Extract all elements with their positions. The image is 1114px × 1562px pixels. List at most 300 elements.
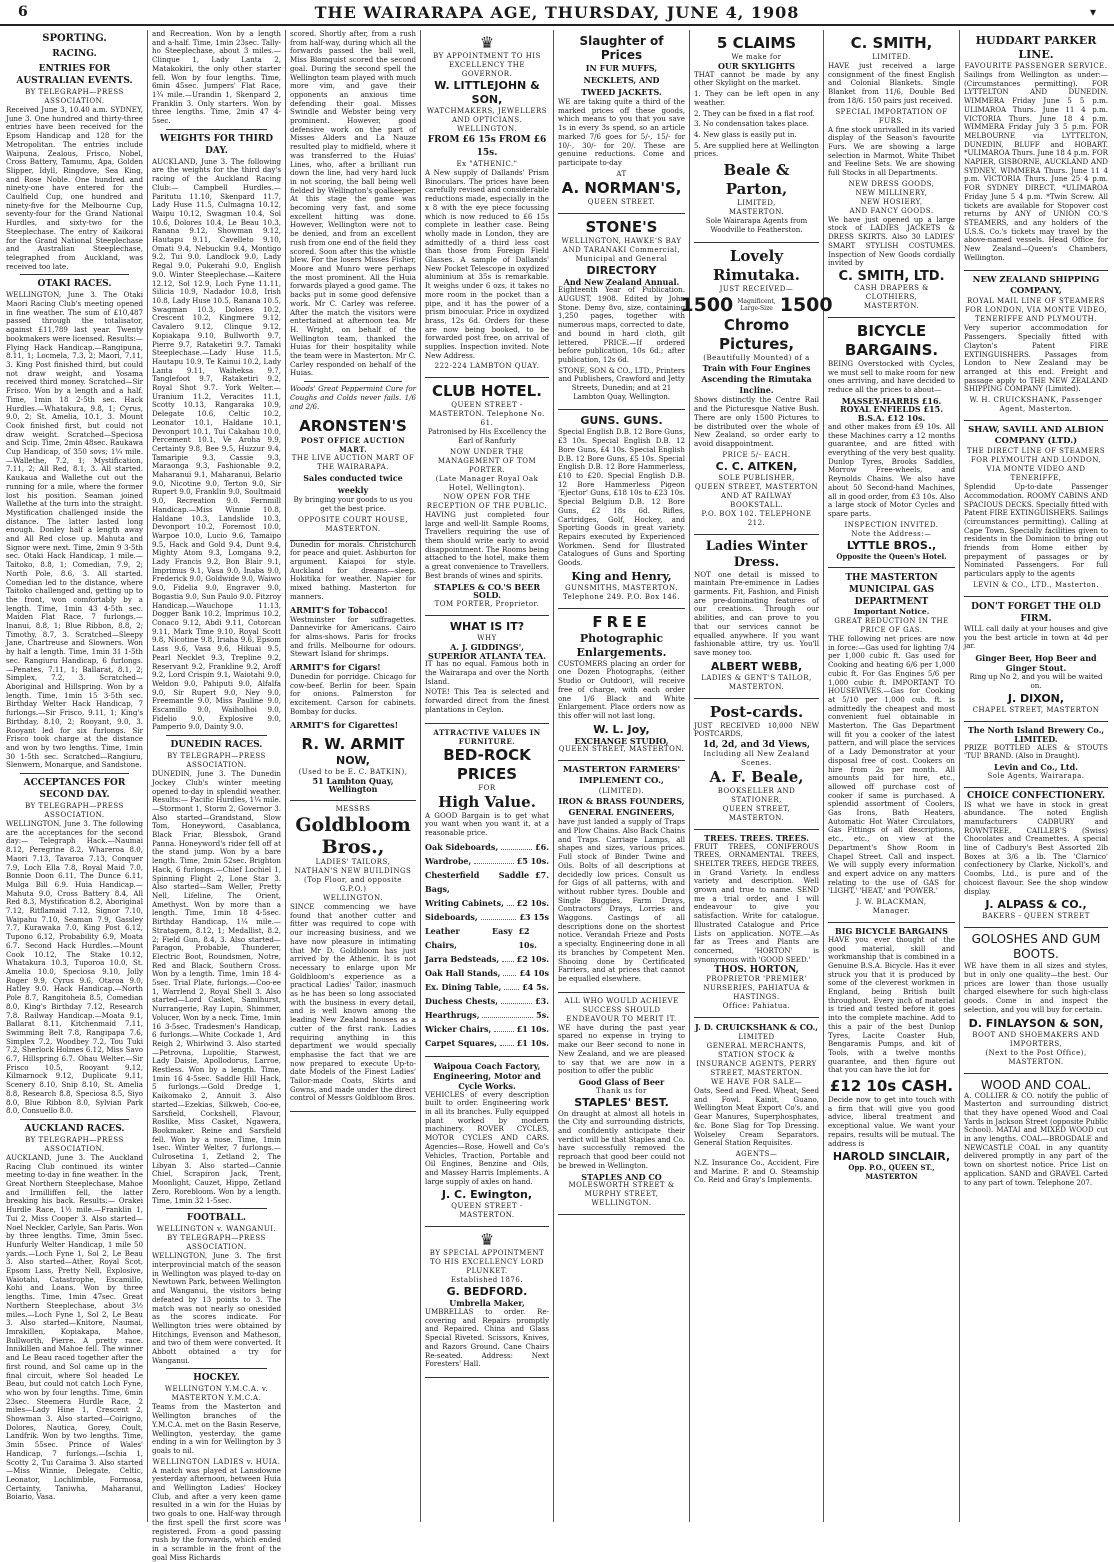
- list-item: NEW HOSIERY,: [860, 197, 923, 206]
- sub-heading: WELLINGTON LADIES v. HUIA.: [152, 1457, 281, 1466]
- ad-title: WHAT IS IT?: [449, 619, 525, 633]
- ad-subtitle: LADIES & GENT'S TAILOR,: [701, 673, 812, 682]
- ad-subtitle: 1d, 2d, and 3d Views,: [702, 740, 811, 751]
- byline: BY TELEGRAPH—PRESS ASSOCIATION.: [25, 802, 124, 820]
- ad-text: Note the Address:—: [851, 529, 932, 538]
- ad-title: ALL WHO WOULD ACHIEVE SUCCESS SHOULD ENDEAVOUR TO MERIT IT.: [564, 996, 679, 1023]
- ad-text: VEHICLES of every description built to order. Engineering work in all its branches. Fully equipped plant worked by modern machinery. ROVER CYCLES, MOTOR CYCLES AND CARS. Agencies—Rose, Howell and Co's Vehicles, Traction, Portable and Oil Engines, Benzine and Oils, and Massey Harris Implements. A large supply of axles on hand.: [425, 1089, 549, 1186]
- divider: [166, 735, 267, 736]
- ad-title: HUDDART PARKER LINE.: [975, 34, 1097, 61]
- bedford-ad: [425, 1227, 549, 1378]
- ad-subtitle: OUR SKYLIGHTS: [717, 61, 796, 71]
- ad-text: NOW UNDER THE MANAGEMENT OF TOM PORTER.: [437, 447, 537, 474]
- ad-title: Goldbloom Bros.,: [295, 814, 411, 858]
- article-heading: ENTRIES FOR AUSTRALIAN EVENTS.: [16, 64, 133, 86]
- ad-name: C. SMITH, LTD.: [838, 268, 945, 284]
- article-text: scored. Shortly after, from a rush from half-way, during which all the forwards passed the ball well, Miss Blomquist scored the second goal. During the second spell the Wellington team played with much more vim, and gave their opponents an anxious time defending their goal. Misses Swindle and Webster being very prominent. However, good defensive work on the part of Misses Alders and La Nauze resulted play to midfield, where it was transferred to the Huias' Lines, who, after a brilliant run down the line, had very hard luck in not scoring, the ball being well fielded by Wellington's goalkeeper. At this stage the game was becoming very fast, and some excellent hitting was done. However, Wellington were not to be denied, and from an excellent rush from one end of the field they scored. Soon after this the whistle blew. For the losers Misses Fisher, Moore and Munro were perhaps the most prominent. All the Huia forwards played a good game. The backs put in some good defensive work. Mr C. Carley was referee. After the match the visitors were entertained at afternoon tea. Mr H. Wright, on behalf of the Wellington team, thanked the Huias for their hospitality while the team were in Masterton. Mr C. Carley responded on behalf of the Huias.: [290, 29, 416, 378]
- list-item: 5. Are supplied here at Wellington prices.: [694, 140, 819, 159]
- finlayson-ad: [964, 928, 1108, 1073]
- ad-subtitle: NECKLETS, AND: [583, 75, 660, 85]
- ad-text: WE have them in all sizes and styles, but in only one quality—the best. Our prices are lower than those usually charged elsewhere for such high-class goods. Come in and inspect the selection, and you will buy for certain.: [964, 961, 1108, 1014]
- ad-text: IT has no equal. Famous both in the Wairarapa and over the North Island.: [425, 659, 549, 686]
- article-heading: WEIGHTS FOR THIRD DAY.: [159, 133, 274, 156]
- price-line: B.S.A. £12 10s.: [857, 413, 926, 424]
- ad-subtitle: POST OFFICE AUCTION MART.: [300, 436, 406, 455]
- ad-name: Levin and Co., Ltd.: [994, 762, 1078, 773]
- ad-subtitle: SUPERIOR ATLANTA TEA.: [427, 650, 547, 661]
- ad-text: WE HAVE FOR SALE—: [711, 1078, 802, 1087]
- ad-subtitle: Train with Four Engines Ascending the Rimutaka Incline.: [701, 363, 812, 396]
- ad-address: Opposite the Queen's Hotel.: [836, 551, 947, 561]
- ad-city: WELLINGTON.: [323, 894, 383, 902]
- ad-address: 222-224 LAMBTON QUAY.: [434, 362, 540, 371]
- price-row: Oak Hall Stands, £4 10s: [425, 967, 549, 978]
- ad-text: STONE, SON & CO., LTD., Printers and Publishers, Crawford and Jetty Streets, Dunedin; and at 21 Lambton Quay, Wellington.: [558, 365, 685, 401]
- armit-line: ARMIT'S for Cigarettes!: [290, 719, 399, 730]
- article-text: Received June 3, 10.40 a.m. SYDNEY, June 3. One hundred and thirty-three entries have been received for the Epsom Handicap and 128 for the Metropolitan. The entries include Waipuna, Zealous, Frisco, Nobel, Cross Battery, Tamumu, Apa, Golden Slipper, Idyll, Ringdove, Sea King, and Rose Noble. One hundred and ninety-one have entered for the Caulfield Cup, one hundred and ninety-five for the Melbourne Cup, seventy-four for the Grand National Hurdles, and sixty-two for the Steeplechase. The entry of Kaikorai for the Grand National Steeplechase and Australian Steeplechase, telegraphed from Auckland, was received too late.: [6, 105, 143, 271]
- ad-text: By bringing your goods to us you get the best price.: [293, 495, 413, 513]
- nz-shipping-ad: [964, 271, 1108, 421]
- ad-title: The North Island Brewery Co., LIMITED.: [967, 725, 1105, 745]
- stones-directory-ad: [558, 214, 685, 411]
- ad-address: QUEEN STREET - MASTERTON.: [451, 1202, 523, 1220]
- ad-city: WELLINGTON.: [457, 125, 517, 133]
- ad-text: (LIMITED).: [598, 787, 645, 796]
- ad-address: 51 Lambton Quay, Wellington: [312, 775, 394, 795]
- ad-title: BICYCLE BARGAINS.: [844, 321, 939, 359]
- ad-text: CUSTOMERS placing an order for one Dozen Photographs, (either Studio or Outdoor), will receive free of charge, with each order one 1/6 Black and White Enlargement. Place orders now as this offer will not last long.: [558, 658, 685, 720]
- ad-name: J. ALPASS & CO.,: [985, 898, 1087, 912]
- ad-subtitle: FAVOURITE PASSENGER SERVICE.: [964, 62, 1108, 70]
- ad-text: WE have during the past year spared no expense in trying to make our Beer second to none in New Zealand, and we are pleased to say that we are now in a position to offer the public: [558, 1022, 685, 1076]
- article-text: DUNEDIN, June 3. The Dunedin Jockey Club's winter meeting opened to-day in splendid weather. Results:— Pacific Hurdles, 1¼ mile.—Stormont 1, Storm 2, Governor 3. Also started—Grandstand, Slow Tom, Honeyword, Casablanca, Black Friar, Blessbok, Grand Panna. Honeyword's rider fell off at the stand jump. Won by a bare length. Time, 2min 52sec. Brighton Hack, 6 furlongs.—Chief Lochiel 1, Spinning Flight 2, Lone Star 3. Also started—Sam Weller, Pretty Nell, Lifeline, The Orient, Amethyst. Won by more than a length. Time, 1min 18 4-5sec. Birthday Handicap, 1¼ mile.—Stratagem, 8.12, 1; Medallist, 8.2, 2; Field Gun, 8.4, 3. Also started—Paragon, Probable, Thunderer, Electric Boot, Roundsmen, Notre, Red and Black, Southern Cross. Won by a length. Time, 1min 18 4-5sec. Trial Plate, furlongs.—Coo-ee 1, Warrlend 2, Royal Shell 3. Also started—Lord Casket, Samlhurst, Nurrangerie, Ray Lupin, Shimmer, Volucer, Won by a neck. Time, 1min 16 3-5sec. Tradesmen's Handicap, 6 furlongs.—White Cockade 1, Ard Reigh 2, Whirlwind 3. Also started—Petrovna, Lupolitie, Starwest, Lady Daisie, Apollodorus, Larroe, Restless. Won by a length. Time, 1min 16 4-5sec. Saddle Hill Hack, 5 furlongs.—Gold Dredge 1, Kaikomako 2, Annuit 3. Also started—Ezekias, Silkweb, Coo-ee, Sarsfield, Cockshell, Flavour, Roslike, Miss Casket, Ngawera, Bookmaker. Reine and Sarsfield fell. Won by a nose. Time, 1min 1sec. Winter Welter, 7 furlongs.—Culrosetina 1, Zetland 2, The Libyan 3. Also started—Cannie Chiel, Scrapiron Jack, Trent, Moonlight, Cauzet, Hippo, Zetland Zero, Rorebloom. Won by a length. Time, 1min 32 1-5sec.: [152, 769, 281, 1205]
- brief-note: Dunedin for morals. Christchurch for peace and quiet. Ashburton for argument. Kaiapoi for style. Auckland for dreams—sleep. Hokitika for weather. Napier for mixed bathing. Masterton for manners.: [290, 539, 416, 601]
- ad-name: J. C. Ewington,: [441, 1188, 533, 1202]
- ad-text: Ring up No 2, and you will be waited on.: [969, 671, 1103, 690]
- masthead: [0, 0, 1114, 26]
- lyttle-bros-ad: [828, 318, 955, 568]
- article-text: Teams from the Masterton and Wellington branches of the Y.M.C.A. met on the Basin Reserve, Wellington, yesterday, the game ending in a win for Wellington by 3 goals to nil.: [152, 1402, 281, 1455]
- ad-subtitle: GENERAL MERCHANTS, STATION STOCK & INSURANCE AGENTS, PERRY STREET, MASTERTON.: [696, 1042, 817, 1078]
- club-hotel-ad: [425, 378, 549, 615]
- ad-city: MASTERTON.: [863, 301, 920, 310]
- ad-text: Very superior accommodation for Passengers. Specially fitted with Clayton's Patent FIRE EXTINGUISHERS. Passages from London to New Zealand may be arranged at this end. Freight and passage apply to THE NEW ZEALAND SHIPPING COMPANY (Limited).: [964, 323, 1108, 394]
- ad-headline: DIRECTORY: [586, 263, 657, 277]
- price-row: Jarra Bedsteads, £2 10s.: [425, 953, 549, 964]
- ad-text: WILL call daily at your houses and give you the best article in town at 4d per jar.: [964, 623, 1108, 651]
- armit-line: ARMIT'S for Tobacco!: [290, 604, 388, 615]
- section-heading: SPORTING.: [42, 33, 107, 44]
- sub-heading: RACING.: [52, 49, 97, 59]
- sub-heading: WELLINGTON v. WANGANUI.: [156, 1225, 277, 1234]
- brief-note: Dunedin for porridge. Chicago for cow-beef. Berlin for beer. Spain for onions. Palmerston for excitement. Carson for cabinets. Bombay for ducks.: [290, 672, 416, 716]
- huddart-parker-ad: [964, 30, 1108, 271]
- ad-name: W. L. Joy,: [593, 722, 650, 736]
- ad-address: QUEEN STREET, MASTERTON.: [722, 804, 791, 822]
- ad-price: PRICE 5/- EACH.: [722, 450, 791, 459]
- ad-text: UMBRELLAS to order. Re-covering and Repairs promptly and Repaired. China and Glass Special Riveted. Scissors, Knives, and Razors Ground. Cane Chairs Re-seated. Address: Next Foresters' Hall.: [425, 1307, 549, 1369]
- ad-title: DON'T FORGET THE OLD FIRM.: [971, 601, 1101, 624]
- ad-text: LIMITED,: [737, 199, 776, 208]
- ad-subtitle: WATCHMAKERS, JEWELLERS AND OPTICIANS.: [426, 107, 548, 124]
- ad-title: WOOD AND COAL.: [980, 1077, 1092, 1092]
- ad-subtitle: EXCHANGE STUDIO,: [574, 735, 669, 746]
- ad-title: Post-cards.: [709, 702, 804, 721]
- ad-subtitle: Sole Agents, Wairarapa.: [987, 771, 1085, 780]
- price-row: Ex. Dining Table, £4 5s.: [425, 981, 549, 992]
- ad-text: IS what we have in stock in great abundance. The noted English manufacturers CADBURY and ROWNTREE, CAILLER'S (Swiss) Chocolates and Creamettes. A special line of Cadbury's Best Assorted 2lb Boxes at 3/6 a lb. The 'Clarnico' confectionery by Clarke, Nickoll's, and Coombs, Ltd., is pure and of the choicest flavour. See the shop window display.: [964, 799, 1108, 896]
- ad-text: Decide now to get into touch with a firm that will give you good advice, liberal treatment and exceptional value. We want your repairs, results will be mutual. The address is: [828, 1095, 955, 1148]
- ad-title: ARONSTEN'S: [299, 417, 407, 436]
- ad-address: NATHAN'S NEW BUILDINGS (Top Floor, and opposite G.P.O.): [294, 867, 412, 893]
- guns-ad: [558, 410, 685, 608]
- ad-name: A. J. GIDDINGS',: [450, 641, 524, 652]
- ad-title: Waipoua Coach Factory, Engineering, Motor and Cycle Works.: [433, 1060, 541, 1091]
- ad-signature: J. W. BLACKMAN,: [856, 898, 927, 907]
- ad-title: Ladies Winter Dress.: [705, 538, 808, 570]
- ad-subtitle: BOOKSELLER AND STATIONER,: [717, 786, 796, 804]
- article-heading: AUCKLAND RACES.: [24, 1123, 125, 1134]
- ad-subtitle: GREAT REDUCTION IN THE PRICE OF GAS.: [834, 617, 949, 635]
- beale-parton-ad: [694, 30, 819, 243]
- ad-text: LIMITED: [738, 1033, 775, 1042]
- ad-title: THE MASTERTON MUNICIPAL GAS DEPARTMENT: [845, 573, 938, 608]
- ad-title: R. W. ARMIT: [301, 734, 405, 753]
- ad-title: SHAW, SAVILL AND ALBION COMPANY (LTD.): [968, 425, 1104, 447]
- ad-text: Ex "ATHENIC.": [456, 160, 518, 168]
- byline: BY TELEGRAPH—PRESS ASSOCIATION.: [167, 1234, 266, 1252]
- ad-text: A. COLLIER & CO. notify the public of Masterton and surrounding district that they have opened Wood and Coal Yards in Jackson Street (opposite Public School). MATAI and MIXED WOOD cut in any lengths. COAL—BROGDALE and NEWCASTLE COAL in any quantity delivered promptly in any part of the town on shortest notice. Price List on application. SAND and GRAVEL Carted to any part of town. Telephone 207.: [964, 1090, 1108, 1187]
- wood-coal-ad: [964, 1074, 1108, 1196]
- dixon-ad: [964, 597, 1108, 723]
- price-row: Leather Easy Chairs, £2 10s.: [425, 925, 537, 950]
- ad-subtitle: SPECIAL IMPORTATION OF FURS.: [835, 107, 948, 125]
- article-text: AUCKLAND, June 3. The following are the weights for the third day's racing of the Auckland Racing Club:— Campbell Hurdles.—Paritutu 11.10, Skenpard 11.7, Lady Huse 11.5, Culmagna 10.12, Waipu 10.12, Swagman 10.4, Sol 10.6, Dolores 10.4, Le Beau 10.3, Ranana 9.12, Showman 9.12, Hautapu 9.11, Cavelleto 9.10, Omati 9.4, Nebuckin 9.4, Montigo 9.2, Tui 9.0, Landlock 9.0, Lady Regal 9.0, Pukerahi 9.0, English 9.0. Winter Steeplechase.—Kaitere 12.12, Sol 12.9, Loch Fyne 11.11, Silicia 10.9, Nadador 10.8, Irish 10.8, Lady Huse 10.5, Ranana 10.5, Swagman 10.3, Dolores 10.2, Crescent 10.2, Kingmere 9.12, Cavalero 9.12, Clinque 9.12, Kopiakapa 9.10, Bullworth 9.7, Pierre 9.7, Rataketiri 9.7. Tamaki Steeplechase.—Lady Huse 11.5, Hautapu 10.9, Te Kainui 10.2, Lady Lanta 9.11, Waiheksa 9.7, Tanglefoot 9.7, Rataketiri 9.2, Royal Shot 9.7. York Welter.—Uranium 11.2, Veracites 11.1, Scotty 10.13, Rangaraka 10.9, Delegate 10.6, Celtic 10.2, Leonator 10.1, Haldane 10.1, Devonport 10.1, Tui Cakahau 10.0, Percement 10.1, Ve Aroha 9.9, Certainty 9.8, Bee 9.5, Huzzur 9.4, Tamaripie 9.3, Cassie 9.3, Maraonga 9.3, Fashionable 9.2, Maharanui 9.1, Maharanui, Belario 9.0, Nicotine 9.0, Terton 9.0, Sir Rupert 9.0, Franklin 9.0, Soultmaid 9.0, Recreation 9.0. Fernmill Handicap.—Miss Winnie 10.8, Haldane 10.3, Landslide 10.3, Devonport 10.2, Foremost 10.0, Warpoe 10.0, Lucio 9.6, Tamaipo 9.5, Hack and Gold 9.4, Dunt 9.4, Mighty Atom 9.3, Lomgana 9.2, Lady Francis 9.2, Bon Blair 9.1, Imprimus 9.1, Vasa 9.0, Inaba 9.0, Frederick 9.0, Goldwide 9.0, Waiwo 9.0, Fidelia 9.0, Engraver 9.0, Bogastia 9.0, Sun Paulo 9.0. Fitzroy Handicap.—Wauchope 11.13, Dogger Bank 10.2, Imprimus 10.2, Conaco 9.12, Abdi 9.11, Cotorcan 9.11, Mark Time 9.10, Royal Scott 9.8, Nicotine 9.8, Iriaha 9.6, Epsom Lass 9.6, Vasa 9.6, Hikuai 9.5, Pearl Necklet 9.3, Trepline 9.2, Reservant 9.2, Frankline 9.2, Aroff 9.2, Lord Crispin 9.1, Waiotahi 9.0, Weldon 9.0, Pahiputi 9.0, Alfalfa 9.0, Sir Rupert 9.0, Ney 9.0, Freemantle 9.0, Miss Pauline 9.0, Escamillo 9.0, Waiholhoi 9.0, Fidelio 9.0, Explosive 9.0, Pamperio 9.0, Dainty 9.0.: [152, 156, 281, 732]
- sub-heading: WELLINGTON Y.M.C.A. v. MASTERTON Y.M.C.A.: [164, 1385, 269, 1403]
- ad-city: MASTERTON.: [728, 682, 785, 691]
- ad-text: P.O. BOX 102. TELEPHONE 212.: [701, 509, 812, 527]
- ad-name: A. NORMAN'S,: [561, 178, 682, 197]
- ad-title: Lovely Rimutaka.: [713, 247, 800, 285]
- ad-text: (Late Manager Royal Oak Hotel, Wellington).: [435, 474, 539, 492]
- ad-signature: LEVIN & CO., LTD., Masterton.: [972, 580, 1100, 589]
- ad-text: A GOOD Bargain is to get what you want when you want it, at a reasonable price.: [425, 810, 549, 837]
- column-ads-d: [824, 30, 959, 1522]
- ad-strap: Sales conducted twice weekly: [303, 473, 403, 496]
- ad-signature: TOM PORTER, Proprietor.: [434, 599, 540, 608]
- ad-city: MASTERTON.: [728, 208, 785, 217]
- list-item: 4. New glass is easily put in.: [694, 129, 797, 139]
- column-ads-a: [421, 30, 553, 1522]
- ewington-ad: [425, 1057, 549, 1228]
- ad-name: Beale & Parton,: [723, 161, 790, 199]
- ad-subtitle: Umbrella Maker,: [449, 1298, 525, 1309]
- ad-title: STONE'S: [585, 217, 658, 236]
- ad-text: On draught at almost all hotels in the City and surrounding districts, and confidently anticipate their verdict will be that Staples and Co. have successfully removed the reproach that good beer could not be brewed in Wellington.: [558, 1108, 685, 1170]
- ad-subtitle: TWEED JACKETS.: [581, 87, 662, 97]
- ad-address: QUEEN STREET, MASTERTON.: [558, 745, 685, 754]
- ad-name: A. F. Beale,: [709, 767, 804, 786]
- ad-text: JUST RECEIVED—: [719, 285, 794, 294]
- ad-text: THE following net prices are now in force:—Gas used for lighting 7/4 per 1,000 cubic ft. Gas used for Cooking and heating 6/6 per 1,000 cubic ft. For Gas Engines 5/6 per 1,000 cubic ft. IMPORTANT TO HOUSEWIVES.—Gas for Cooking at 5/10 per 1,000 cub. ft. is admittedly the cheapest and most convenient fuel obtainable in Masterton. The Gas Department will fit you a cooker of the latest pattern, and will place the services of a Lady Demonstrator at your disposal free of cost. Cookers on hire from 2s per month. All amounts paid for hire, etc., allowed off purchase cost of cooker if same is purchased. A splendid assortment of Coolers, Gas Irons, Bath Heaters, Automatic Hot Water Circulators, Gas Fittings of all descriptions, etc., etc., on view at the Department's Show Room in Chapel Street. Call and inspect. We will supply every information and expert advice on any matters relating to the use of GAS for 'LIGHT,' 'HEAT,' and 'POWER.': [828, 634, 955, 896]
- ad-text: THE LIVE AUCTION MART OF THE WAIRARAPA.: [291, 454, 415, 472]
- brief-note: Woods' Great Peppermint Cure for Coughs and Colds never fails. 1/6 and 2/6.: [290, 384, 416, 411]
- ad-address: CHAPEL STREET, MASTERTON: [972, 706, 1100, 715]
- brief-note: Westminster for suffragettes. Dannevirke for Americans. Cairo for alms-shows. Paris for frocks and frills. Melbourne for odours. Stewart Island for shrimps.: [290, 614, 416, 659]
- ad-text: INSPECTION INVITED.: [844, 520, 939, 529]
- ad-subtitle: And New Zealand Annual.: [563, 276, 680, 287]
- ad-address: MOLESWORTH STREET & MURPHY STREET, WELLINGTON.: [568, 1181, 675, 1208]
- list-item: 1. They can be left open in any weather.: [694, 89, 819, 107]
- corner-mark: ▾: [1089, 5, 1096, 19]
- ad-text: HAVE just received a large consignment of the finest English and Colonial Blankets. Single Blanket from 11/6, Double Bed from 18/6. 150 pairs just received.: [828, 61, 955, 105]
- ad-text: NOTE! This Tea is selected and forwarded direct from the finest plantations in Ceylon.: [425, 687, 549, 714]
- ad-title: MASTERTON FARMERS' IMPLEMENT CO.,: [562, 765, 681, 787]
- brewery-ad: [964, 722, 1108, 788]
- ad-title: TREES. TREES. TREES.: [704, 832, 809, 843]
- column-racing: [148, 29, 285, 1562]
- article-heading: ACCEPTANCES FOR SECOND DAY.: [23, 778, 126, 801]
- article-heading: HOCKEY.: [193, 1373, 240, 1384]
- price-row: Wardrobe, £5 10s.: [425, 855, 549, 866]
- divider: [20, 1119, 129, 1120]
- ad-text: BEING Overstocked with Cycles, we must sell to make room for new ones arriving, and have decided to reduce all the prices to about—: [828, 358, 955, 395]
- ad-text: Thank us for: [596, 1086, 647, 1095]
- ad-text: We make for: [731, 53, 782, 61]
- norman-ad: [558, 30, 685, 214]
- joy-photo-ad: [558, 609, 685, 762]
- ad-text: A New supply of Dallands' Prism Binoculars. The prices have been carefully revised and considerable reductions made, especially in the x 8 with the eye piece focussing which is now reduced to £6 15s complete in leather case. Being wholly made in London, they are admittedly of a third less cost than those from Foreign Field Glasses. A sample of Dallands' New Pocket Telescope in oxydized aluminium at 35s is remarkable. It weighs under 6 ozs, it takes no more room in the pocket than a pipe, and it has the power of a prism binocular. Price in oxydized brass, 12s 6d. Orders for these are now being booked, to be forwarded post free, on arrival of supplies. Inspection invited. Note New Address.: [425, 168, 549, 360]
- ad-text: Manager.: [872, 907, 911, 916]
- ad-subtitle: Good Glass of Beer: [578, 1076, 665, 1087]
- ad-address: QUEEN STREET.: [587, 197, 656, 206]
- article-heading: OTAKI RACES.: [37, 279, 112, 290]
- price-line: ROYAL ENFIELDS £15.: [840, 404, 943, 415]
- ad-text: Sailings from Wellington as under:—(Circumstances permitting). FOR LYTTELTON AND DUNEDIN. WIMMERA Friday June 5 5 p.m. ULIMAROA Thurs. June 11 4 p.m. VICTORIA Thurs. June 18 4 p.m. WIMMERA Friday July 3 5 p.m. FOR MELBOURNE via LYTTELTON, DUNEDIN, BLUFF and HOBART. *ULIMAROA Thurs. June 18 4 p.m. FOR NAPIER, GISBORNE, AUCKLAND AND SYDNEY. WIMMERA Thurs. June 11 4 p.m. VICTORIA Thurs. June 25 4 p.m. FOR SYDNEY DIRECT. *ULIMAROA Friday June 5 4 p.m. *Twin Screw. All tickets are available for Stopover cost returns by ANY of UNION CO.'S STEAMERS, and any holders of the U.S.S. Co.'s tickets may travel by the above-named vessels. Head Office for New Zealand—Queen's Chambers, Wellington.: [964, 70, 1108, 262]
- ad-text: FOR: [478, 783, 496, 792]
- ad-subtitle: PROPRIETOR 'PREMIER' NURSERIES, PAHIATUA & HASTINGS.: [703, 975, 810, 1002]
- ad-text: WHY: [477, 633, 497, 642]
- ad-headline: BED-ROCK PRICES: [443, 745, 531, 783]
- ad-text: Established 1876.: [450, 1276, 524, 1285]
- ad-subtitle: CASH DRAPERS & CLOTHIERS,: [854, 283, 929, 301]
- ad-name: C. C. AITKEN,: [715, 459, 798, 473]
- cruickshank-ad: [694, 1018, 819, 1193]
- ad-address: Opp. P.O., QUEEN ST., MASTERTON: [848, 1163, 935, 1181]
- ad-text: THAT cannot be made by any other Skylight on the market.: [694, 69, 819, 88]
- ad-title: BIG BICYCLE BARGAINS: [835, 926, 948, 937]
- ad-title: NEW ZEALAND SHIPPING COMPANY,: [972, 275, 1100, 297]
- royal-crest-icon: ♛: [479, 1230, 495, 1250]
- ad-text: HAVING just completed four large and well-lit Sample Rooms, Travellers requiring the use of them should write early to avoid disappointment. The Rooms being attached to the hotel, make them a great convenience to Travellers. Best brands of wines and spirits.: [425, 509, 549, 580]
- divider: [20, 274, 129, 275]
- article-text: A match was played at Lansdowne yesterday afternoon, between Huia and Wellington Ladies' Hockey Club, and after a very keen game resulted in a win for the Huias by two goals to one. Half-way through the first spell the first score was registered. From a good passing rush by the forwards, which ended in a scramble in the front of the goal Miss Richards: [152, 1465, 281, 1562]
- price-row: Writing Cabinets, £2 10s.: [425, 897, 549, 908]
- quantity-banner: 1500 Magnificent, Large-Size 1500: [680, 294, 833, 317]
- list-item: AND FANCY GOODS.: [849, 206, 934, 215]
- price-row: Hearthrugs, 5s.: [425, 1009, 549, 1020]
- webb-tailor-ad: [694, 535, 819, 699]
- ad-text: WE are taking quite a third of the marked prices off these goods, which means to you that you save 1s in every 3s spend, so an article marked 7/6 goes for 5/-, 15/- for 10/-, 30/- for 20/. These are genuine reductions. Come and participate to-day: [558, 97, 685, 167]
- c-smith-ad: [828, 30, 955, 318]
- ad-address: BAKERS - QUEEN STREET: [982, 912, 1090, 921]
- ad-title: J. D. CRUICKSHANK & CO.,: [694, 1022, 819, 1033]
- ad-price: £12 10s CASH.: [829, 1077, 954, 1096]
- ad-footer: OPPOSITE COURT HOUSE, MASTERTON.: [298, 515, 408, 533]
- ad-name: ALBERT WEBB,: [710, 659, 803, 673]
- ad-text: AT: [616, 169, 627, 178]
- ad-text: FRUIT TREES, CONIFEROUS TREES, ORNAMENTAL TREES, SHELTER TREES, HEDGE TREES, in Grand Variety. In endless variety and description. Well grown and true to name. SEND me a trial order, and I will endeavour to give you satisfaction. Write for catalogue. Illustrated Catalogue and Price Lists on application. NOTE.—As far as Trees and Plants are concerned, 'HORTON' is synonymous with 'GOOD SEED.': [694, 841, 819, 964]
- armit-line: ARMIT'S for Cigars!: [290, 662, 381, 673]
- armit-ad: [290, 731, 416, 801]
- giddings-tea-ad: [425, 616, 549, 724]
- ad-text: N.Z. Insurance Co., Accident, Fire and Marine. P. and O. Steamship Co. Reid and Gray's Implements.: [694, 1157, 819, 1185]
- ad-text: Splendid Up-to-date Passenger Accommodation. ROOMY CABINS AND SPACIOUS DECKS. Specially fitted with Patent FIRE EXTINGUISHERS. Sailings (circumstances permitting). Calling at Cape Town. Specially facilities given to residents in the Dominion to bring out friends from Home either by prepayment of passages or by Nominated Passengers. For full particulars apply to the agents: [964, 482, 1109, 579]
- ad-title: ATTRACTIVE VALUES IN FURNITURE.: [433, 727, 541, 746]
- byline: BY TELEGRAPH—PRESS ASSOCIATION.: [25, 88, 124, 105]
- ad-price: FROM £6 15s FROM £6 15s.: [427, 135, 547, 158]
- gas-department-ad: [828, 568, 955, 923]
- ad-text: Sole Wairarapa Agents from Woodville to Featherston.: [705, 216, 808, 234]
- ad-title: 5 CLAIMS: [716, 34, 797, 52]
- price-list: [425, 840, 549, 1050]
- column-ads-e: [960, 30, 1112, 1522]
- ad-subtitle: GUNSMITHS, MASTERTON.: [565, 583, 678, 592]
- ad-text: JUST RECEIVED 10,000 NEW POSTCARDS,: [694, 720, 819, 739]
- furniture-ad: [425, 724, 549, 1057]
- newspaper-title: THE WAIRARAPA AGE, THURSDAY, JUNE 4, 1908: [314, 2, 800, 22]
- ad-name: King and Henry,: [571, 569, 672, 583]
- ad-text: Telephone 249. P.O. Box 146.: [563, 592, 680, 601]
- divider: [166, 129, 267, 130]
- column-sporting: [2, 30, 147, 1522]
- price-row: Carpet Squares, £1 10s.: [425, 1037, 549, 1048]
- ad-text: Shows distinctly the Centre Rail and the Picturesque Native Bush. There are only 1500 Pictures to be distributed over the whole of New Zealand, so order early to avoid disappointment.: [694, 395, 819, 448]
- article-text: AUCKLAND, June 3. The Auckland Racing Club continued its winter meeting to-day in fine weather. In the Great Northern Steeplechase, Mahoe and Irmilliffen fell, the latter breaking his back. Results:— Orakei Hurdle Race, 1½ mile.—Franklin 1, Tui 2, Miss Cooper 3. Also started—Noel Neckler, Carlyle, San Paris. Won by three lengths. Time, 3min 5sec. Hunfurly Welter Handicap, 1 mile 50 yards.—Loch Fyne 1, Sol 2, Le Beau 3. Also started—Ather, Royal Scot, Epsom Lass, Pretty Nell, Explosive, Waiotahi, Catastrophe, Escamillo, Kohi and Loans. Won by three lengths. Time, 1min 47sec. Great Northern Steeplechase, about 3½ miles.—Loch Fyne 1, Sol 2, Le Beau 3. Also started—Knitore, Naumai, Imrakillen, Kopiakapa, Mahoe, Bullworth, Pierre. A pretty race. Innikillen and Mahoe fell. The winner and Le Beau raced together after the first round, and Sol came up in the final circuit, where Sol headed Le Beau, but could not catch Loch Fyne, who won by four lengths. Time, 6min 23sec. Steemera Hurdle Race, 2 miles—Lady Hine 1, Crescent 2, Showman 3. Also started—Coirigno, Dolores, Nautica, Gorey, Coult, Landfrik. Won by two lengths. Time, 3min 55sec. Prince of Wales' Handicap, 7 furlongs.—Ischia 1, Scotty 2, Tui Caraima 3. Also started—Miss Winnie, Delegate, Celtic, Leonator, Lochlimble, Formosa, Certainty, Taniwha, Maharanui, Boiario, Vasa.: [6, 1152, 143, 1502]
- ad-name: HAROLD SINCLAIR,: [832, 1150, 951, 1164]
- article-text: WELLINGTON, June 3. The Otaki Maori Racing Club's meeting opened in fine weather. The sum of £10,487 passed through the totalisator, against £11,789 last year. Twenty bookmakers were licensed. Results:— Flying Hack Handicap.—Rangipuna, 8.11, 1; Locmela, 7.3, 2; Maori, 7.11, 3. King Post finished third, but could not draw weight, and Yosama received third money. Scratched—Sir Frisco. Won by a length and a half. Time, 1min 18 2-5th sec. Hack Hurdles.—Whatakura, 9.8, 1; Cyrus, 9.0, 2; St. Amelia, 10.1, 3. Mount Cook finished first, but could not draw weight. Scratched—Speciosa and Scip. Time, 2min 48sec. Raukawa Cup Handicap, of 350 sovs; 1¼ mile.—Wallethe, 7.2, 1; Mystification, 7.11, 2; All Red, 8.1, 3. All started. Kaukaua and Wallethe cut out the running for a mile, where the former lost his position. Seaman joined Wallethe at the turn into the straight. Mystification challenged inside the distance. The latter lasted long enough. Donley half a length away and All Red close up. Mahuta and Signor were next. Time, 2min 9 3-5th sec. Otaki Hack Handicap, 1 mile.—Taitoko, 8.8, 1; Comedian, 7.9, 2; North Pole, 8.6, 3. All started. Comedian led to the distance, where Taitoko challenged and, getting up to the front, won comfortably by a length. Time, 1min 43 4-5th sec. Maiden Flat Race, 7 furlongs.—Inanui, 8.8, 1; Blue Ribbon, 8.8, 2; Timothy, 8.7, 3. Scratched—Sleepy Jane, Chartreuse and Slowners. Won by half a length. Time, 1min 31 1-5th sec. Rangiuru Handicap, 6 furlongs.—Penates, 7.11, 1; Ballarat, 8.1, 2; Simplex, 7.2, 3. Scratched—Aboriginal and Hillspring. Won by a length. Time, 1min 15 3-5th sec. Birthday Welter Hack Handicap, 7 furlongs.—Sir Frisco, 9.11, 1; King's Birthday, 8.10, 2; Rooyant, 9.0, 3. Rooyant led for six furlongs. Sir Frisco took charge at the distance and won by two lengths. Time, 1min 30 1-5th sec. Scratched—Rangiuru, Slenwern, Monarque, and Sandstone.: [6, 290, 143, 770]
- list-item: 2. They can be fixed in a flat roof.: [694, 108, 815, 118]
- divider: [166, 1368, 267, 1369]
- ad-name: LYTTLE BROS.,: [846, 538, 937, 552]
- ad-subtitle: SOLE PUBLISHER,: [718, 473, 795, 482]
- ad-text: HAVE you ever thought of the good material, skill and workmanship that is combined in a Genuine B.S.A. Bicycle. Has it ever struck you that it is produced by some of the cleverest workmen in England, being British built throughout. Every inch of material is tried and tested before it goes into the complete machine. Add to this a pair of the best Dunlop Tyres, Lacite Coaster Hub, Bengaramis Pumps, and kit of Tools, with a twelve months guarantee, and then figure out that you can have the lot for: [828, 934, 955, 1075]
- goldbloom-ad: [290, 801, 416, 1112]
- ad-title: GOLOSHES AND GUM BOOTS.: [971, 932, 1101, 962]
- column-ads-b: [554, 30, 689, 1522]
- ad-subtitle: IRON & BRASS FOUNDERS, GENERAL ENGINEERS,: [558, 796, 685, 818]
- ad-title: GUNS. GUNS.: [580, 414, 663, 428]
- divider: [20, 773, 129, 774]
- list-item: NEW MILLINERY,: [855, 188, 928, 197]
- ad-subtitle: STAPLES & CO.'S BEER SOLD.: [433, 581, 541, 601]
- ad-text: SINCE commencing we have found that another cutter and fitter was required to cope with our increasing business, and we have now pleasure in intimating that Mr D. Goldbloom has just arrived by the Athenic. It is not necessary to enlarge upon Mr Goldbloom's experience as a practical Ladies' Tailor, inasmuch as he has been so long associated with the business in every detail, and is well known among the leading New Zealand houses as a cutter of the first rank. Ladies requiring anything in this department we would specially emphasise the fact that we are now prepared to execute Up-to-date Models of the Finest Ladies' Tailor-made Coats, Skirts and Gowns, and made under the direct control of Messrs Goldbloom Bros.: [290, 902, 416, 1103]
- ad-text: NOT one detail is missed to maintain Pre-eminence in Ladies garments. Fit, Fashion, and Finish are pre-dominating features of our creations. Through our abilities, and can prove to you that our services cannot be equalled anywhere. If you want fashionable attire, try us. You'll save money too.: [694, 569, 819, 657]
- price-line: MASSEY-HARRIS £16.: [841, 395, 942, 406]
- byline: BY TELEGRAPH—PRESS ASSOCIATION.: [25, 1135, 124, 1153]
- farmers-implement-ad: [558, 761, 685, 992]
- ad-subtitle: BOOT AND SHOEMAKERS AND IMPORTERS,: [972, 1030, 1100, 1048]
- alpass-ad: [964, 788, 1108, 928]
- article-text: WELLINGTON, June 3. The following are the acceptances for the second day:— Telegraph Hack.—Naumai 8.12, Peregrine 8.2, Whareroa 8.0, Maori 7.13, Tavaroa 7.13, Conquer 7.9, Loch Ella 7.8, Royal Maid 7.0, Bonnie Doon 6.11, The Dunce 6.11, Mulga Bill 6.9. Huia Handicap.—Mahuta 9.0, Cross Battery 8.4, All Red 8.3, Mystification 8.2, Aboriginal 7.12, Ritflamaid 7.12, Signor 7.10, Waipahu 7.10, Seaman 7.9, Gassley 7.7, Kurawaka 7.0, King Post 6.12, Tupono 6.12, Probability 6.9, Moata 6.7. Second Hack Hurdles.—Mount Cook 10.12, The Stake 10.12, Whatakura 10.3, Tuporoa 10.0, St. Amelia 10.0, Speciosa 9.10, Jolly Roger 9.9, Cyrus 9.6, Otaroa 9.0, Hatley 9.0. Hack Handicap.—North Pole 8.7, Rangitoheia 8.5, Comedian 8.0, King's Birthday 7.12, Research 7.8. Railway Handicap.—Moata 9.1, Ballarat 8.11, Kitchenmaid 7.11, Swimming Belt 7.8, Rangipapa 7.6, Simplex 7.2, Woodbey 7.2, Tou Tuki 7.2, Sherlock Holmes 6.12, Miss Savo 6.7, Hillspring 6.7. Ohau Welter.—Sir Frisco 10.5, Rooyant 9.12, Kilmarnock 9.12, Duplicate 9.11, Scenery 8.10, Snip 8.10, St. Amelia 8.8, Research 8.8, Speciosa 8.5, Siyo 8.0, Blue Ribbon 8.0, Sylvian Park 8.0, Consuello 8.0.: [6, 819, 143, 1116]
- littlejohn-ad: [425, 30, 549, 378]
- ad-text: (Used to be E. C. BATKIN),: [298, 767, 408, 776]
- ad-text: Oats, Seed and Feed. Wheat, Seed and Fowl. Kainit, Guano, Wellington Meat Export Co's, and Gear Manures, Superphosphates, &c. Bone Slag for Top Dressing. Wolseley Cream Separators. General Station Requisites.: [694, 1086, 819, 1148]
- staples-ad: [558, 993, 685, 1216]
- divider: [304, 381, 402, 382]
- ad-name: STAPLES AND CO: [581, 1171, 662, 1182]
- column-mixed: [286, 30, 420, 1522]
- ad-headline: Chromo Pictures,: [718, 316, 795, 354]
- article-heading: FOOTBALL.: [186, 1213, 247, 1224]
- article-text: WELLINGTON, June 3. The first interprovincial match of the season in Wellington was played to-day on Newtown Park, between Wellington and Wanganui, the visitors being defeated by 13 points to 3. The match was not nearly so onesided as the scores indicate. For Wellington tries were obtained by Hitchings, Evenson and Matheson, and two of them were converted. It Abbott obtained a try for Wanganui.: [152, 1251, 281, 1365]
- ad-title: C. SMITH,: [850, 34, 933, 52]
- ad-address: (Next to the Post Office), MASTERTON.: [985, 1048, 1087, 1066]
- ad-subtitle: THE DIRECT LINE OF STEAMERS FOR PLYMOUTH AND LONDON, VIA MONTE VIDEO AND TENERIFFE,: [966, 447, 1106, 483]
- ad-subtitle: WELLINGTON, HAWKE'S BAY AND TARANAKI Commercial, Municipal and General: [561, 236, 682, 263]
- price-row: Wicker Chairs, £1 10s.: [425, 1023, 549, 1034]
- ad-title: CLUB HOTEL.: [432, 382, 542, 401]
- page-number: 6: [18, 4, 28, 20]
- ad-text: Eighteenth Year of Publication. AUGUST, 1908. Edited by John Stone. Demy 8vo, size, containing 1,250 pages, together with numerous maps, corrected to date, and bound in hard cloth, gilt lettered. PRICE.—If ordered before publication, 10s 6d.; after publication, 12s 6d.: [558, 285, 685, 364]
- ad-name: J. DIXON,: [1007, 692, 1065, 706]
- royal-crest-icon: ♛: [479, 33, 495, 52]
- ad-subtitle: ROYAL MAIL LINE OF STEAMERS FOR LONDON, VIA MONTE VIDEO, TENERIFFE AND PLYMOUTH.: [964, 297, 1108, 324]
- shaw-savill-ad: [964, 421, 1108, 597]
- ad-text: MESSRS: [335, 805, 371, 813]
- ad-name: D. FINLAYSON & SON,: [968, 1016, 1104, 1030]
- ad-signature: W. H. CRUICKSHANK, Passenger Agent, Masterton.: [969, 396, 1103, 414]
- ad-text: NOW OPEN FOR THE RECEPTION OF THE PUBLIC.: [426, 492, 548, 510]
- ad-text: Special English D.B. 12 Bore Guns, £3 10s. Special English D.B. 12 Bore Guns, £4 10s. Special English D.B. 12 Bore Guns, £5 10s. Special English D.B. 12 Bore Hammerless, £10 to £20. Special English D.B. 12 Bore Hammerless Pigeon 'Ejector' Guns, £18 10s to £23 10s. Special Belgium D.B. 12 Bore Guns, £2 18s 6d. Rifles, Cartridges, Golf, Hockey, and Sporting Goods in great variety. Repairs executed by Experienced Workmen. Send for Illustrated Catalogues of Guns and Sporting Goods.: [558, 427, 685, 568]
- aitken-ad: [680, 243, 833, 534]
- ad-headline: High Value.: [438, 792, 536, 811]
- beale-postcards-ad: [694, 699, 819, 830]
- ad-text: BY APPOINTMENT TO HIS EXCELLENCY THE GOVERNOR.: [433, 52, 541, 78]
- ad-text: BY SPECIAL APPOINTMENT TO HIS EXCELLENCY LORD PLUNKET.: [429, 1249, 545, 1276]
- aronstens-ad: [290, 413, 416, 540]
- ad-text: A fine stock unrivalled in its varied display of the Season's favourite Furs. We are showing a large selection in Marmot, White Thibet and Feeline Sets. We are showing full Stocks in all Departments.: [828, 124, 955, 178]
- ad-text: LIMITED.: [872, 53, 911, 61]
- column-ads-c: [680, 30, 833, 1522]
- ad-subtitle: Important Notice.: [853, 607, 930, 617]
- ad-text: and other makes from £9 10s. All these Machines carry a 12 months guarantee, and are fitted with everything of the very best quality. Dunlop Tyres, Brooks Saddles, Morrow Free-wheels, and Reynolds Chains. We also have about 50 Second-hand Machines, all in good order, from £3 10s. Also a large stock of Motor Cycles and spare parts.: [828, 421, 955, 518]
- article-heading: DUNEDIN RACES.: [170, 740, 263, 751]
- ad-title: Slaughter of Prices: [579, 34, 664, 62]
- ad-title: W. LITTLEJOHN & SON,: [434, 79, 540, 106]
- divider: [166, 1208, 267, 1209]
- ad-text: Office: Pahiatua.: [722, 1002, 791, 1011]
- ad-text: have just landed a supply of Traps and Plow Chains. Also Back Chains and Traps. Carriage Lamps, all shapes and sizes, various prices. Full stock of Binder Twine and Oils. Bolts of all descriptions at decidedly low prices. Consult us for Gigs of all patterns, with and without rubber tyres. Double and Single Buggies, Farm Drays, Contractors' Drays, Lorries and Waggons. Castings of all descriptions done on the shortest notice. Verandah Frieze and Posts a specialty. Engineering done in all its branches by Competent Men. Shooing done by Certificated Farriers, and at prices that cannot be equalled elsewhere.: [558, 817, 685, 983]
- ad-text: PRIZE BOTTLED ALES & STOUTS 'TUI' BRAND. (Also in Draught).: [964, 742, 1108, 761]
- list-item: 3. No condensation takes place.: [694, 119, 809, 129]
- price-row: Oak Sideboards, £6.: [425, 841, 549, 852]
- ad-text: Including all New Zealand Scenes.: [703, 749, 810, 767]
- ad-text: Patronised by His Excellency the Earl of Ranfurly: [427, 427, 547, 446]
- horton-trees-ad: [694, 830, 819, 1018]
- ad-subtitle: NOW,: [336, 753, 370, 767]
- sinclair-bicycle-ad: [828, 923, 955, 1188]
- ad-text: (Beautifully Mounted) of a: [703, 354, 810, 363]
- ad-name: THOS. HORTON,: [714, 965, 799, 976]
- ad-subtitle: Photographic Enlargements.: [576, 631, 667, 659]
- article-text: and Recreation. Won by a length and a-half. Time, 1min 23sec. Tally-ho Steeplechase, about 3 miles.—Clinque 1, Lady Lanta 2, Matakokiri, the only other starter fell. Won by four lengths. Time, 6min 45sec. Jumpers' Flat Race, 1¾ mile.—Urandin 1, Skenpard 2, Franklin 3. Only starters. Won by three lengths. Time, 2min 47 4-5sec.: [152, 29, 281, 126]
- list-item: NEW DRESS GOODS,: [848, 179, 935, 188]
- price-row: Duchess Chests, £3.: [425, 995, 549, 1006]
- ad-address: QUEEN STREET, MASTERTON AND AT RAILWAY BOOKSTALL.: [694, 482, 819, 509]
- price-row: Sideboards, £3 15s: [425, 911, 549, 922]
- ad-title: CHOICE CONFECTIONERY.: [967, 790, 1105, 801]
